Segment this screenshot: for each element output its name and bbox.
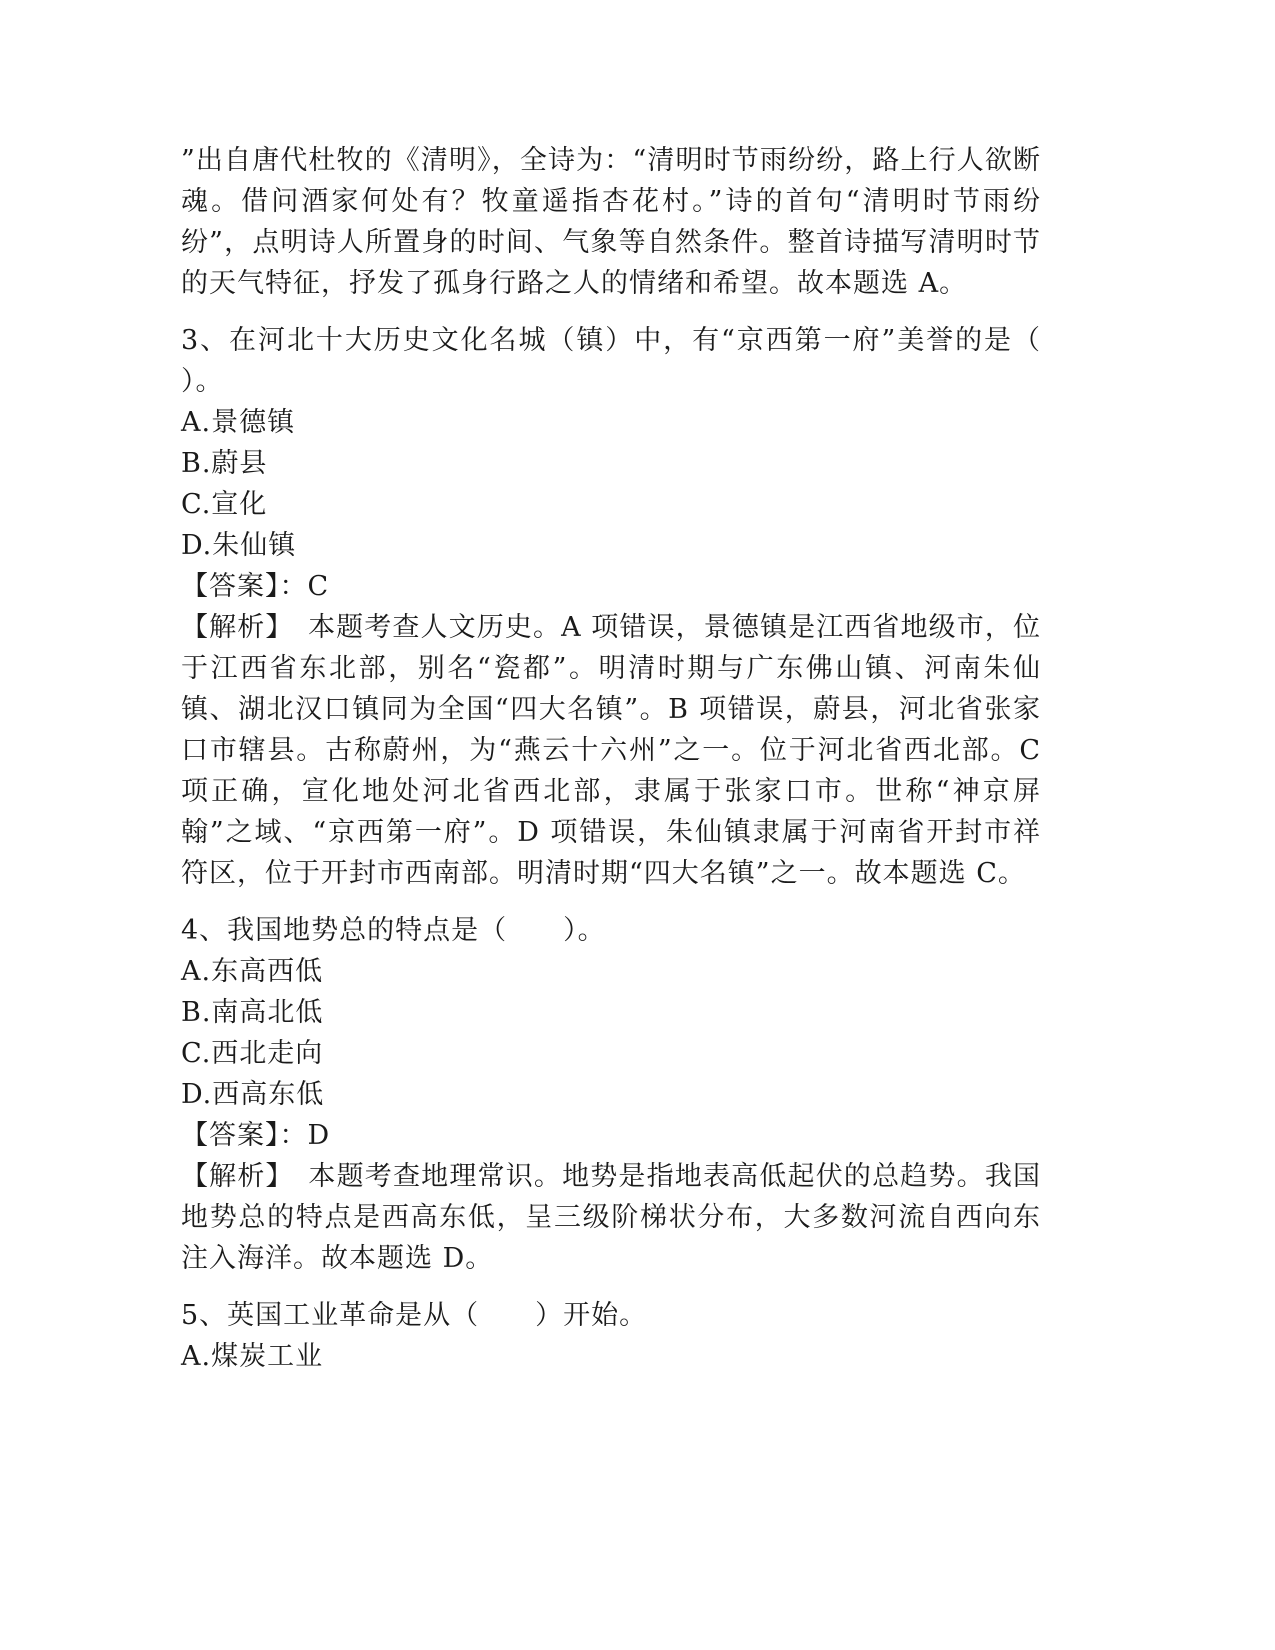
option-a: A.东高西低 — [181, 956, 324, 987]
document-page — [181, 140, 1041, 1377]
option-b: B.南高北低 — [181, 997, 324, 1028]
question-5 — [181, 1295, 1041, 1377]
question-3 — [181, 320, 1041, 894]
answer: 【答案】：D — [181, 1120, 331, 1151]
option-a: A.煤炭工业 — [181, 1341, 324, 1372]
option-c: C.宣化 — [181, 489, 268, 520]
analysis: 【解析】 本题考查地理常识。地势是指地表高低起伏的总趋势。我国地势总的特点是西高东低，呈三级阶梯状分布，大多数河流自西向东注入海洋。故本题选 D。 — [181, 1161, 1041, 1274]
option-a: A.景德镇 — [181, 407, 296, 438]
question-stem: 3、在河北十大历史文化名城（镇）中，有“京西第一府”美誉的是（ ）。 — [181, 325, 1041, 397]
option-b: B.蔚县 — [181, 448, 268, 479]
question-stem: 5、英国工业革命是从（ ）开始。 — [181, 1300, 648, 1331]
option-d: D.西高东低 — [181, 1079, 325, 1110]
option-d: D.朱仙镇 — [181, 530, 297, 561]
question-4 — [181, 910, 1041, 1279]
question-stem: 4、我国地势总的特点是（ ）。 — [181, 915, 606, 946]
previous-question-analysis: ”出自唐代杜牧的《清明》，全诗为：“清明时节雨纷纷，路上行人欲断魂。借问酒家何处有？牧童遥指杏花村。”诗的首句“清明时节雨纷纷”，点明诗人所置身的时间、气象等自然条件。整首诗描写清明时节的天气特征，抒发了孤身行路之人的情绪和希望。故本题选 A。 — [181, 145, 1041, 299]
option-c: C.西北走向 — [181, 1038, 324, 1069]
analysis: 【解析】 本题考查人文历史。A 项错误，景德镇是江西省地级市，位于江西省东北部，别名“瓷都”。明清时期与广东佛山镇、河南朱仙镇、湖北汉口镇同为全国“四大名镇”。B 项错误，蔚县，河北省张家口市辖县。古称蔚州，为“燕云十六州”之一。位于河北省西北部。C 项正确，宣化地处河北省西北部，隶属于张家口市。世称“神京屏翰”之域、“京西第一府”。D 项错误，朱仙镇隶属于河南省开封市祥符区，位于开封市西南部。明清时期“四大名镇”之一。故本题选 C。 — [181, 612, 1041, 889]
answer: 【答案】：C — [181, 571, 330, 602]
